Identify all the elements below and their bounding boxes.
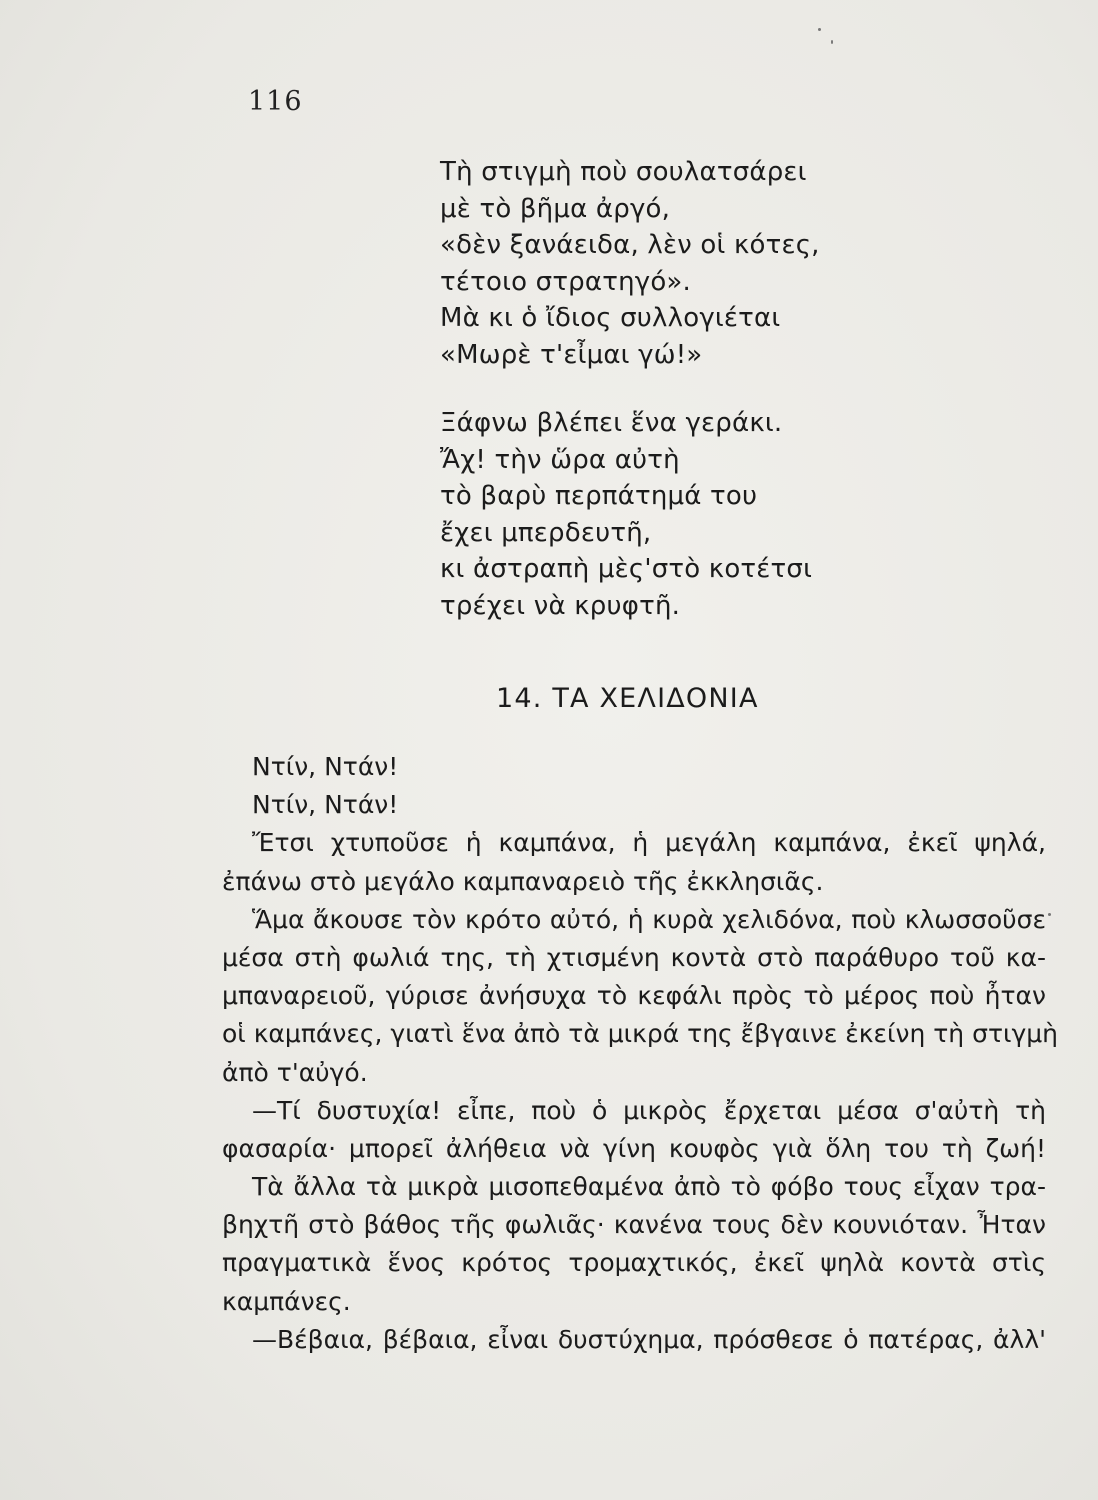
- prose-line: Τὰ ἄλλα τὰ μικρὰ μισοπεθαμένα ἀπὸ τὸ φόβο τους εἶχαν τρα-: [252, 1172, 1046, 1202]
- poem-line: Ξάφνω βλέπει ἕνα γεράκι.: [440, 408, 783, 438]
- stanza-gap: [440, 373, 820, 405]
- prose-body: [222, 748, 1058, 1359]
- poem-line: τρέχει νὰ κρυφτῆ.: [440, 590, 681, 621]
- prose-line: ἐπάνω στὸ μεγάλο καμπαναρειὸ τῆς ἐκκλησιᾶς.: [222, 866, 824, 896]
- prose-line: μπαναρειοῦ, γύρισε ἀνήσυχα τὸ κεφάλι πρὸς τὸ μέρος ποὺ ἦταν: [222, 981, 1046, 1011]
- prose-line: Ἅμα ἄκουσε τὸν κρότο αὐτό, ἡ κυρὰ χελιδόνα, ποὺ κλωσσοῦσε: [252, 904, 1046, 934]
- poem-line: μὲ τὸ βῆμα ἀργό,: [440, 193, 671, 224]
- poem-stanza: [440, 154, 820, 373]
- poem: [440, 154, 820, 624]
- poem-line: Μὰ κι ὁ ἴδιος συλλογιέται: [440, 303, 781, 333]
- poem-line: «δὲν ξανάειδα, λὲν οἱ κότες,: [440, 230, 820, 260]
- prose-line: ἀπὸ τ'αὐγό.: [222, 1057, 368, 1087]
- prose-line: καμπάνες.: [222, 1286, 351, 1316]
- poem-line: Ἄχ! τὴν ὥρα αὐτὴ: [440, 444, 680, 475]
- paper-speck: [1048, 913, 1051, 916]
- prose-line: μέσα στὴ φωλιά της, τὴ χτισμένη κοντὰ στὸ παράθυρο τοῦ κα-: [222, 942, 1046, 972]
- poem-line: «Μωρὲ τ'εἶμαι γώ!»: [440, 339, 703, 370]
- prose-line: —Βέβαια, βέβαια, εἶναι δυστύχημα, πρόσθεσε ὁ πατέρας, ἀλλ': [252, 1324, 1046, 1354]
- section-title: 14. ΤΑ ΧΕΛΙΔΟΝΙΑ: [496, 683, 759, 714]
- prose-line: Ντίν, Ντάν!: [252, 790, 399, 820]
- poem-line: τὸ βαρὺ περπάτημά του: [440, 481, 758, 511]
- poem-line: ἔχει μπερδευτῆ,: [440, 517, 652, 548]
- prose-line: βηχτῆ στὸ βάθος τῆς φωλιᾶς· κανένα τους δὲν κουνιόταν. Ἦταν: [222, 1210, 1046, 1240]
- poem-stanza: [440, 405, 820, 624]
- poem-line: κι ἀστραπὴ μὲς'στὸ κοτέτσι: [440, 554, 813, 584]
- prose-line: οἱ καμπάνες, γιατὶ ἕνα ἀπὸ τὰ μικρά της ἔβγαινε ἐκείνη τὴ στιγμὴ: [222, 1019, 1058, 1049]
- paper-speck: [818, 28, 821, 31]
- prose-line: πραγματικὰ ἕνος κρότος τρομαχτικός, ἐκεῖ ψηλὰ κοντὰ στὶς: [222, 1248, 1046, 1278]
- page-number: 116: [248, 86, 303, 117]
- poem-line: Τὴ στιγμὴ ποὺ σουλατσάρει: [440, 157, 807, 187]
- prose-line: Ντίν, Ντάν!: [252, 752, 399, 781]
- prose-line: φασαρία· μπορεῖ ἀλήθεια νὰ γίνη κουφὸς γιὰ ὅλη του τὴ ζωή!: [222, 1133, 1046, 1163]
- prose-line: Ἔτσι χτυποῦσε ἡ καμπάνα, ἡ μεγάλη καμπάνα, ἐκεῖ ψηλά,: [252, 828, 1046, 858]
- poem-line: τέτοιο στρατηγό».: [440, 266, 692, 297]
- prose-line: —Τί δυστυχία! εἶπε, ποὺ ὁ μικρὸς ἔρχεται μέσα σ'αὐτὴ τὴ: [252, 1095, 1046, 1125]
- paper-speck: [831, 40, 833, 44]
